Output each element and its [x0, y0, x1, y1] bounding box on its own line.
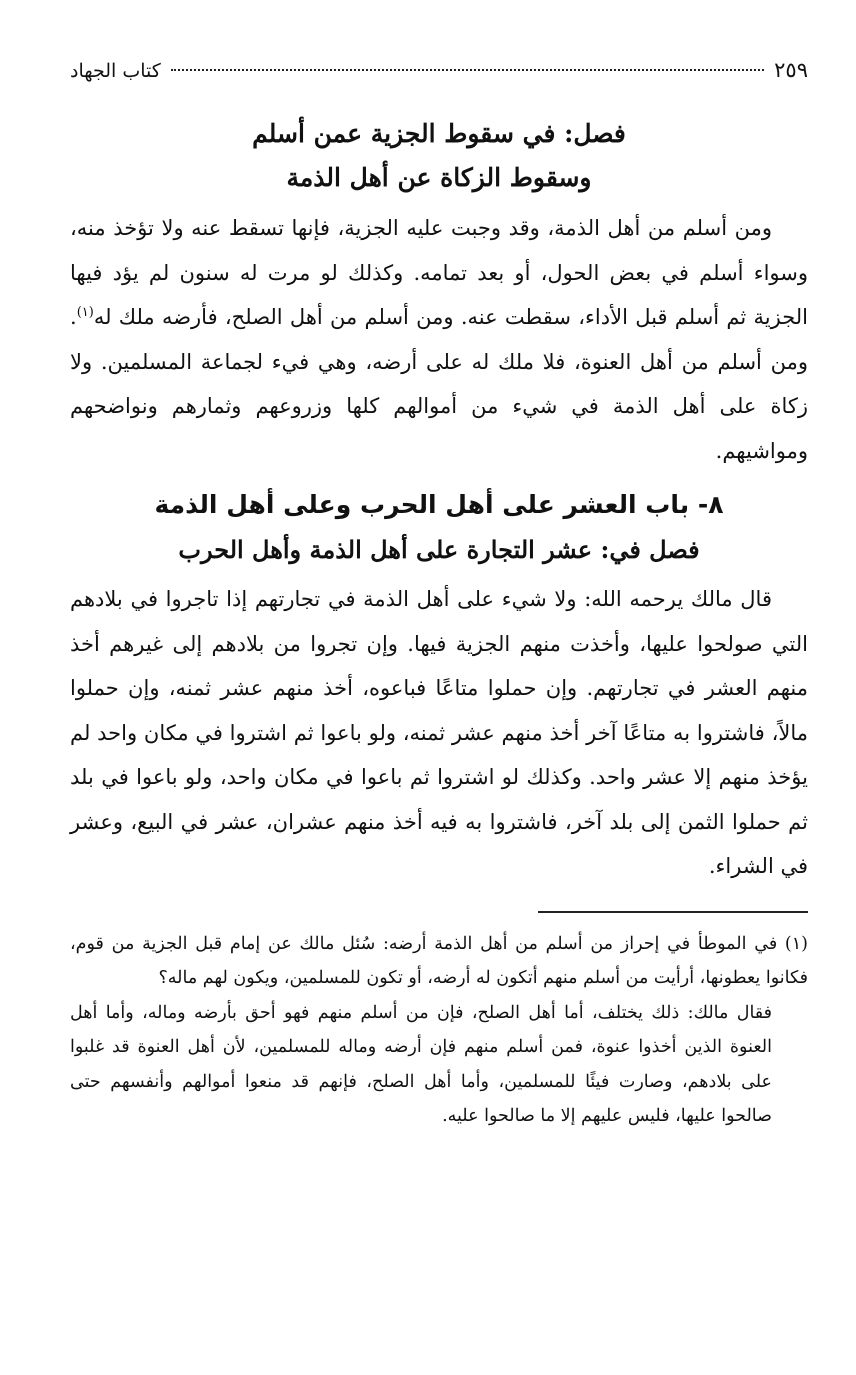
book-page: [70, 58, 808, 1134]
section-title: [70, 112, 808, 200]
section-paragraph: [70, 206, 808, 473]
footnote-reference: (١): [76, 305, 94, 320]
footnote-separator: [538, 911, 808, 913]
running-header: [70, 58, 808, 92]
chapter-paragraph: قال مالك يرحمه الله: ولا شيء على أهل الذمة في تجارتهم إذا تاجروا في بلادهم التي صولحوا عليها، وأخذت منهم الجزية فيها. وإن تجروا من بلادهم إلى غيرهم أخذ منهم العشر في تجارتهم. وإن حملوا متاعًا فباعوه، أخذ منهم عشر ثمنه، وإن حملوا مالاً، فاشتروا به متاعًا آخر أخذ منهم عشر ثمنه، ولو باعوا ثم اشتروا في مكان واحد لم يؤخذ منهم إلا عشر واحد. وكذلك لو اشتروا ثم باعوا في مكان واحد، ولو باعوا في بلد ثم حملوا الثمن إلى بلد آخر، فاشتروا به فيه أخذ منهم عشران، عشر في البيع، وعشر في الشراء.: [70, 587, 808, 878]
footnote-1: (١) في الموطأ في إحراز من أسلم من أهل الذمة أرضه: سُئل مالك عن إمام قبل الجزية من قوم، فكانوا يعطونها، أرأيت من أسلم منهم أتكون له أرضه، أو تكون للمسلمين، ويكون لهم ماله؟: [70, 933, 808, 988]
footnote-1-continuation: فقال مالك: ذلك يختلف، أما أهل الصلح، فإن من أسلم منهم فهو أحق بأرضه وماله، وأما أهل العنوة الذين أخذوا عنوة، فمن أسلم منهم فإن أرضه وماله للمسلمين، لأن أهل العنوة قد غلبوا على بلادهم، وصارت فيئًا للمسلمين، وأما أهل الصلح، فإنهم قد منعوا أموالهم وأنفسهم حتى صالحوا عليها، فليس عليهم إلا ما صالحوا عليه.: [70, 1002, 772, 1126]
chapter-title: ٨- باب العشر على أهل الحرب وعلى أهل الذمة: [154, 490, 724, 519]
page-number: ٢٥٩: [774, 58, 808, 82]
chapter-subtitle: فصل في: عشر التجارة على أهل الذمة وأهل الحرب: [178, 535, 700, 564]
section-title-line-2: وسقوط الزكاة عن أهل الذمة: [286, 163, 592, 192]
section-paragraph-text: ومن أسلم من أهل الذمة، وقد وجبت عليه الجزية، فإنها تسقط عنه ولا تؤخذ منه، وسواء أسلم في بعض الحول، أو بعد تمامه. وكذلك لو مرت له سنون لم يؤد فيها الجزية ثم أسلم قبل الأداء، سقطت عنه. ومن أسلم من أهل الصلح، فأرضه ملك له: [70, 216, 808, 329]
section-paragraph-continuation: . ومن أسلم من أهل العنوة، فلا ملك له على أرضه، وهي فيء لجماعة المسلمين. ولا زكاة على أهل الذمة في شيء من أموالهم كلها وزروعهم وثمارهم ونواضحهم ومواشيهم.: [70, 305, 808, 463]
header-dot-leader: [171, 69, 764, 71]
section-title-line-1: فصل: في سقوط الجزية عمن أسلم: [252, 119, 626, 148]
book-title: كتاب الجهاد: [70, 60, 161, 82]
